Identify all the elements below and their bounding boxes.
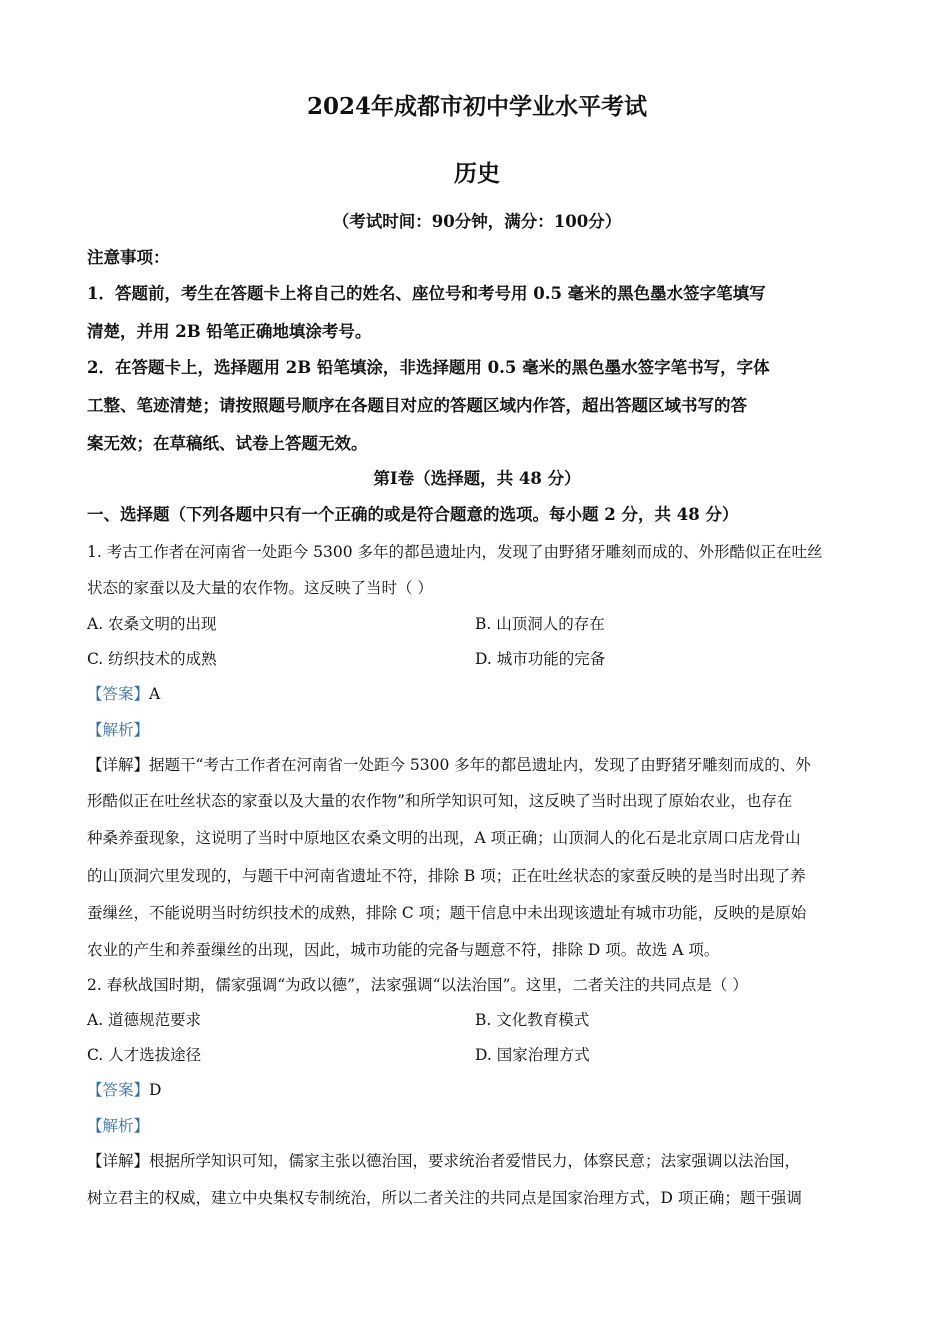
answer-value: A xyxy=(149,685,161,703)
detail-line: 种桑养蚕现象，这说明了当时中原地区农桑文明的出现，A 项正确；山顶洞人的化石是北京周口店龙骨山 xyxy=(87,829,801,847)
detail-label: 【详解】 xyxy=(87,1152,150,1170)
answer-label: 【答案】 xyxy=(87,685,150,703)
detail-label: 【详解】 xyxy=(87,756,150,774)
detail-text: 据题干“考古工作者在河南省一处距今 5300 多年的都邑遗址内，发现了由野猪牙雕刻而成的、外 xyxy=(149,756,811,774)
detail-line xyxy=(87,753,811,777)
detail-line: 形酷似正在吐丝状态的家蚕以及大量的农作物”和所学知识可知，这反映了当时出现了原始农业，也存在 xyxy=(87,792,793,810)
answer-line xyxy=(87,1078,161,1102)
option-c: C. 人才选拔途径 xyxy=(87,1046,202,1064)
exam-info: （考试时间：90分钟，满分：100分） xyxy=(332,212,622,231)
notes-line: 1．答题前，考生在答题卡上将自己的姓名、座位号和考号用 0.5 毫米的黑色墨水签字笔填写 xyxy=(87,284,766,303)
question-stem: 2. 春秋战国时期，儒家强调“为政以德”，法家强调“以法治国”。这里，二者关注的共同点是（ ） xyxy=(87,976,748,994)
notes-line: 案无效；在草稿纸、试卷上答题无效。 xyxy=(87,434,368,453)
page-title: 2024年成都市初中学业水平考试 xyxy=(306,93,647,120)
option-a: A. 农桑文明的出现 xyxy=(87,615,217,633)
detail-line: 农业的产生和养蚕缫丝的出现，因此，城市功能的完备与题意不符，排除 D 项。故选 A 项。 xyxy=(87,941,720,959)
question-stem: 状态的家蚕以及大量的农作物。这反映了当时（ ） xyxy=(87,579,433,597)
notes-line: 工整、笔迹清楚；请按照题号顺序在各题目对应的答题区域内作答，超出答题区域书写的答 xyxy=(87,396,747,415)
volume-title: 第Ⅰ卷（选择题，共 48 分） xyxy=(373,469,581,488)
option-b: B. 文化教育模式 xyxy=(475,1011,590,1029)
option-b: B. 山顶洞人的存在 xyxy=(475,615,605,633)
detail-text: 根据所学知识可知，儒家主张以德治国，要求统治者爱惜民力，体察民意；法家强调以法治国， xyxy=(149,1152,801,1170)
notes-line: 清楚，并用 2B 铅笔正确地填涂考号。 xyxy=(87,322,372,341)
analysis-label: 【解析】 xyxy=(87,721,150,739)
notes-heading: 注意事项： xyxy=(87,248,170,267)
option-a: A. 道德规范要求 xyxy=(87,1011,202,1029)
detail-line: 蚕缫丝，不能说明当时纺织技术的成熟，排除 C 项；题干信息中未出现该遗址有城市功能，反映的是原始 xyxy=(87,904,807,922)
subject-title: 历史 xyxy=(454,160,500,187)
detail-line: 树立君主的权威，建立中央集权专制统治，所以二者关注的共同点是国家治理方式，D 项正确；题干强调 xyxy=(87,1189,802,1207)
answer-value: D xyxy=(149,1081,162,1099)
detail-line: 的山顶洞穴里发现的，与题干中河南省遗址不符，排除 B 项；正在吐丝状态的家蚕反映的是当时出现了养 xyxy=(87,867,806,885)
analysis-label: 【解析】 xyxy=(87,1117,150,1135)
detail-line xyxy=(87,1149,800,1173)
notes-line: 2．在答题卡上，选择题用 2B 铅笔填涂，非选择题用 0.5 毫米的黑色墨水签字笔书写，字体 xyxy=(87,358,770,377)
option-d: D. 国家治理方式 xyxy=(475,1046,590,1064)
option-d: D. 城市功能的完备 xyxy=(475,650,606,668)
question-stem: 1. 考古工作者在河南省一处距今 5300 多年的都邑遗址内，发现了由野猪牙雕刻而成的、外形酷似正在吐丝 xyxy=(87,543,823,561)
section-heading: 一、选择题（下列各题中只有一个正确的或是符合题意的选项。每小题 2 分，共 48 分） xyxy=(87,505,739,524)
answer-line xyxy=(87,682,160,706)
option-c: C. 纺织技术的成熟 xyxy=(87,650,217,668)
answer-label: 【答案】 xyxy=(87,1081,150,1099)
